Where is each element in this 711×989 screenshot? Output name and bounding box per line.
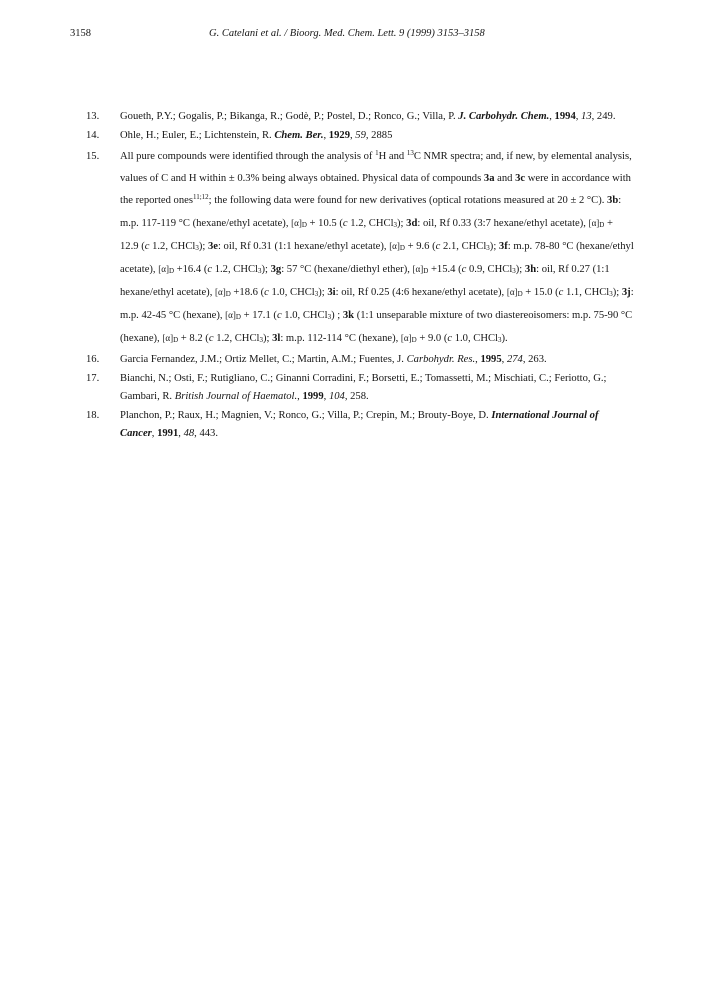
reference-journal: Chem. Ber. bbox=[274, 130, 324, 141]
ref15-text: 1.2, CHCl bbox=[213, 333, 260, 344]
optical-rotation-symbol: [α] bbox=[588, 218, 600, 228]
compound-label: 3f bbox=[498, 241, 508, 252]
ref15-text: + 12.9 ( bbox=[120, 218, 613, 252]
ref15-text: ); bbox=[198, 241, 208, 252]
ref15-text: ); bbox=[515, 264, 525, 275]
reference-journal: British Journal of Haematol. bbox=[174, 391, 298, 402]
ref15-text: : oil, Rf 0.27 (1:1 hexane/ethyl acetate), bbox=[120, 264, 610, 298]
ref15-italic: c bbox=[461, 264, 467, 275]
reference-volume: 104 bbox=[328, 391, 345, 402]
optical-rotation-symbol: [α] bbox=[412, 264, 424, 274]
ref15-sup: 13 bbox=[406, 149, 414, 157]
reference-16: 16. Garcia Fernandez, J.M.; Ortiz Mellet, C.; Martin, A.M.; Fuentes, J. Carbohydr. Res., 1995, 274, 263. bbox=[86, 351, 634, 369]
compound-label: 3b bbox=[607, 195, 619, 206]
reference-pages: 249. bbox=[596, 111, 616, 122]
ref15-italic: c bbox=[435, 241, 441, 252]
reference-pages: 263. bbox=[528, 354, 547, 365]
ref15-text: ); bbox=[397, 218, 407, 229]
ref15-text: + 17.1 ( bbox=[240, 310, 277, 321]
ref15-text: : oil, Rf 0.25 (4:6 hexane/ethyl acetate), bbox=[335, 287, 507, 298]
compound-label: 3j bbox=[621, 287, 631, 298]
running-title: G. Catelani et al. / Bioorg. Med. Chem. Lett. 9 (1999) 3153–3158 bbox=[209, 28, 485, 39]
ref15-text: ); bbox=[612, 287, 622, 298]
reference-journal: Carbohydr. Res. bbox=[406, 354, 476, 365]
ref15-text: were in accordance with the reported ones bbox=[120, 173, 631, 206]
ref15-text: : m.p. 112-114 °C (hexane), bbox=[280, 333, 401, 344]
ref15-text: ) ; bbox=[331, 310, 343, 321]
ref15-sub: 3 bbox=[393, 221, 398, 229]
reference-number: 18. bbox=[86, 410, 100, 421]
ref15-text: +16.4 ( bbox=[174, 264, 208, 275]
reference-year: 1995 bbox=[480, 354, 502, 365]
ref15-text: + 8.2 ( bbox=[178, 333, 209, 344]
ref15-text: : 57 °C (hexane/diethyl ether), bbox=[281, 264, 413, 275]
ref15-sub: D bbox=[423, 267, 429, 275]
ref15-text: ); bbox=[318, 287, 328, 298]
reference-number: 16. bbox=[86, 354, 100, 365]
ref15-text: +15.4 ( bbox=[428, 264, 462, 275]
ref15-text: 1.1, CHCl bbox=[563, 287, 610, 298]
reference-pages: 443. bbox=[199, 428, 218, 439]
reference-17: 17. Bianchi, N.; Osti, F.; Rutigliano, C.; Ginanni Corradini, F.; Borsetti, E.; Tomassetti, M.; Mischiati, C.; Feriotto, G.; Gambari, R. British Journal of Haematol., 1999, 104, 258. bbox=[86, 370, 634, 406]
citation-superscript: 11;12 bbox=[192, 193, 209, 201]
reference-authors: Planchon, P.; Raux, H.; Magnien, V.; Ronco, G.; Villa, P.; Crepin, M.; Brouty-Boye, D. bbox=[120, 410, 489, 421]
ref15-sup: 1 bbox=[375, 149, 379, 157]
ref15-sub: D bbox=[173, 336, 179, 344]
ref15-text: ; the following data were found for new derivatives (optical rotations measured at 20 ± 2 °C). bbox=[208, 195, 608, 206]
reference-list bbox=[86, 108, 634, 443]
page-number: 3158 bbox=[70, 28, 91, 39]
ref15-text: + 9.6 ( bbox=[404, 241, 436, 252]
ref15-text: 1.2, CHCl bbox=[347, 218, 394, 229]
reference-year: 1994 bbox=[554, 111, 576, 122]
ref15-sub: 3 bbox=[498, 336, 502, 344]
ref15-text: 2.1, CHCl bbox=[440, 241, 487, 252]
reference-15 bbox=[86, 146, 634, 350]
ref15-text: (1:1 unseparable mixture of two diastereoisomers: m.p. 75-90 °C (hexane), bbox=[120, 310, 633, 344]
ref15-italic: c bbox=[342, 218, 348, 229]
reference-18: 18. Planchon, P.; Raux, H.; Magnien, V.; Ronco, G.; Villa, P.; Crepin, M.; Brouty-Boye, D. International Journal of Cancer, 1991, 48, 443. bbox=[86, 407, 634, 443]
ref15-italic: c bbox=[558, 287, 564, 298]
ref15-sub: 3 bbox=[512, 267, 516, 275]
ref15-text: All pure compounds were identified through the analysis of bbox=[120, 151, 376, 162]
ref15-text: +18.6 ( bbox=[230, 287, 265, 298]
optical-rotation-symbol: [α] bbox=[389, 241, 400, 251]
reference-number: 15. bbox=[86, 151, 100, 162]
compound-label: 3k bbox=[342, 310, 355, 321]
reference-pages: 258. bbox=[350, 391, 369, 402]
compound-label: 3l bbox=[272, 333, 281, 344]
ref15-sub: 3 bbox=[314, 290, 319, 298]
ref15-sub: D bbox=[599, 221, 605, 229]
ref15-sub: D bbox=[235, 313, 241, 321]
ref15-text: ); bbox=[489, 241, 499, 252]
ref15-sub: D bbox=[301, 221, 307, 229]
compound-label: 3h bbox=[524, 264, 537, 275]
ref15-text: 1.2, CHCl bbox=[212, 264, 258, 275]
reference-year: 1991 bbox=[157, 428, 179, 439]
ref15-text: 1.0, CHCl bbox=[281, 310, 328, 321]
ref15-text: : m.p. 42-45 °C (hexane), bbox=[120, 287, 634, 321]
ref15-italic: c bbox=[447, 333, 453, 344]
ref15-sub: D bbox=[411, 336, 417, 344]
ref15-text: 1.2, CHCl bbox=[149, 241, 196, 252]
ref15-text: ); bbox=[261, 264, 271, 275]
ref15-italic: c bbox=[264, 287, 269, 298]
reference-year: 1929 bbox=[328, 130, 350, 141]
ref15-text: H and bbox=[378, 151, 407, 162]
ref15-sub: 3 bbox=[609, 290, 613, 298]
ref15-text: + 10.5 ( bbox=[306, 218, 343, 229]
reference-authors: Goueth, P.Y.; Gogalis, P.; Bikanga, R.; Godè, P.; Postel, D.; Ronco, G.; Villa, P. bbox=[120, 111, 456, 122]
ref15-text: ); bbox=[262, 333, 273, 344]
ref15-sub: 3 bbox=[257, 267, 262, 275]
optical-rotation-symbol: [α] bbox=[215, 287, 226, 297]
ref15-italic: c bbox=[207, 264, 213, 275]
ref15-sub: 3 bbox=[327, 313, 332, 321]
ref15-text: : m.p. 78-80 °C (hexane/ethyl acetate), bbox=[120, 241, 634, 275]
optical-rotation-symbol: [α] bbox=[400, 333, 412, 343]
reference-volume: 48 bbox=[183, 428, 195, 439]
ref15-text: : m.p. 117-119 °C (hexane/ethyl acetate), bbox=[120, 195, 622, 229]
optical-rotation-symbol: [α] bbox=[506, 287, 518, 297]
ref15-text: : oil, Rf 0.33 (3:7 hexane/ethyl acetate), bbox=[417, 218, 589, 229]
optical-rotation-symbol: [α] bbox=[162, 333, 174, 343]
ref15-sub: 3 bbox=[486, 244, 490, 252]
reference-volume: 59 bbox=[355, 130, 366, 141]
ref15-text: C NMR spectra; and, if new, by elemental analysis, values of C and H within ± 0.3% being always obtained. Physical data of compounds bbox=[120, 151, 632, 184]
reference-year: 1999 bbox=[302, 391, 324, 402]
ref15-text: 1.0, CHCl bbox=[268, 287, 315, 298]
page-header bbox=[70, 28, 610, 48]
ref15-text: + 15.0 ( bbox=[522, 287, 559, 298]
ref15-sub: D bbox=[517, 290, 523, 298]
ref15-italic: c bbox=[144, 241, 150, 252]
ref15-sub: 3 bbox=[259, 336, 263, 344]
reference-number: 17. bbox=[86, 373, 100, 384]
ref15-sub: D bbox=[399, 244, 405, 252]
optical-rotation-symbol: [α] bbox=[291, 218, 302, 228]
compound-label: 3a bbox=[483, 173, 495, 184]
ref15-text: + 9.0 ( bbox=[416, 333, 448, 344]
ref15-text: : oil, Rf 0.31 (1:1 hexane/ethyl acetate), bbox=[217, 241, 390, 252]
ref15-sub: D bbox=[225, 290, 231, 298]
compound-label: 3e bbox=[207, 241, 218, 252]
ref15-text: ). bbox=[501, 333, 508, 344]
reference-14: 14. Ohle, H.; Euler, E.; Lichtenstein, R. Chem. Ber., 1929, 59, 2885 bbox=[86, 127, 634, 145]
ref15-sub: D bbox=[168, 267, 175, 275]
reference-number: 14. bbox=[86, 130, 100, 141]
reference-number: 13. bbox=[86, 111, 100, 122]
compound-label: 3d bbox=[406, 218, 418, 229]
reference-journal: International Journal of Cancer bbox=[120, 410, 599, 439]
optical-rotation-symbol: [α] bbox=[158, 264, 169, 274]
reference-13: 13. Goueth, P.Y.; Gogalis, P.; Bikanga, R.; Godè, P.; Postel, D.; Ronco, G.; Villa, P. J. Carbohydr. Chem., 1994, 13, 249. bbox=[86, 108, 634, 126]
compound-label: 3g bbox=[270, 264, 282, 275]
reference-pages: 2885 bbox=[371, 130, 393, 141]
ref15-text: and bbox=[494, 173, 516, 184]
ref15-sub: 3 bbox=[195, 244, 199, 252]
compound-label: 3i bbox=[327, 287, 336, 298]
ref15-text: 1.0, CHCl bbox=[452, 333, 498, 344]
ref15-italic: c bbox=[276, 310, 282, 321]
compound-label: 3c bbox=[515, 173, 526, 184]
reference-volume: 274 bbox=[506, 354, 523, 365]
reference-volume: 13 bbox=[581, 111, 592, 122]
reference-authors: Ohle, H.; Euler, E.; Lichtenstein, R. bbox=[120, 130, 272, 141]
ref15-italic: c bbox=[208, 333, 214, 344]
reference-authors: Bianchi, N.; Osti, F.; Rutigliano, C.; Ginanni Corradini, F.; Borsetti, E.; Tomassetti, M.; Mischiati, C.; Feriotto, G.; Gambari, R. bbox=[120, 373, 607, 402]
reference-journal: J. Carbohydr. Chem. bbox=[458, 111, 550, 122]
optical-rotation-symbol: [α] bbox=[225, 310, 236, 320]
reference-authors: Garcia Fernandez, J.M.; Ortiz Mellet, C.; Martin, A.M.; Fuentes, J. bbox=[120, 354, 404, 365]
ref15-text: 0.9, CHCl bbox=[466, 264, 513, 275]
